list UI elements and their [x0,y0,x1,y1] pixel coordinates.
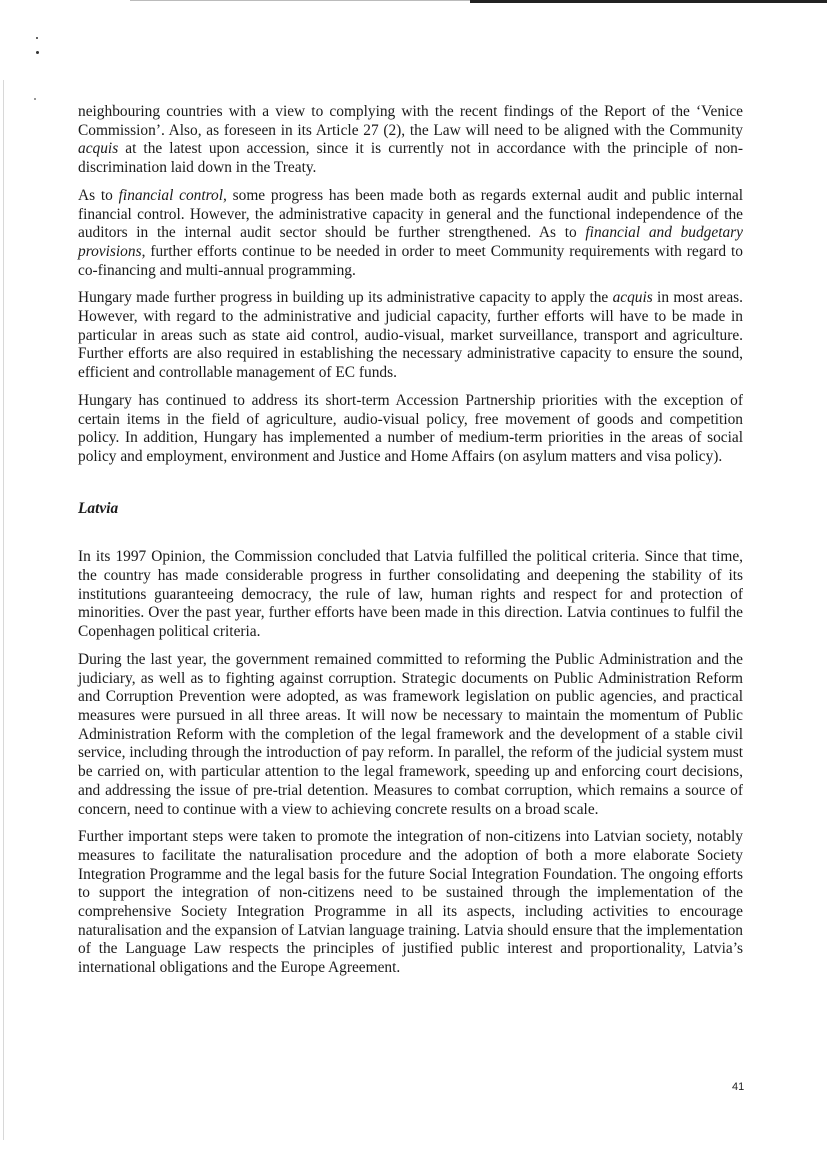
emphasis-acquis: acquis [612,289,653,307]
paragraph-text: in most areas. However, with regard to the administrative and judicial capacity, further efforts will have to be made in particular in areas such as state aid control, audio-visual, market surveillance, transport and agriculture. Further efforts are also required in establishing the necessary administrative capacity to ensure the sound, efficient and controllable management of EC funds. [78,289,743,382]
paragraph-financial-control [78,187,743,281]
document-body [78,103,743,987]
scan-speck [34,98,36,100]
paragraph-latvia-integration: Further important steps were taken to promote the integration of non-citizens into Latvian society, notably measures to facilitate the naturalisation procedure and the adoption of both a more elaborate Society Integration Programme and the legal basis for the future Social Integration Foundation. The ongoing efforts to support the integration of non-citizens need to be sustained through the implementation of the comprehensive Society Integration Programme in all its aspects, including activities to encourage naturalisation and the expansion of Latvian language training. Latvia should ensure that the implementation of the Language Law respects the principles of justified public interest and proportionality, Latvia’s international obligations and the Europe Agreement. [78,828,743,977]
scan-speck [36,37,38,39]
scan-speck [36,51,39,54]
emphasis-financial-control: financial control, [118,186,227,204]
scan-left-edge [3,80,4,1140]
paragraph-text: at the latest upon accession, since it is currently not in accordance with the principle of non-discrimination laid down in the Treaty. [78,140,743,177]
paragraph-text: neighbouring countries with a view to complying with the recent findings of the Report of the ‘Venice Commission’. Also, as foreseen in its Article 27 (2), the Law will need to be aligned with the Community [78,103,743,139]
paragraph-text: Hungary made further progress in building up its administrative capacity to apply the [78,289,613,307]
paragraph-latvia-public-administration: During the last year, the government remained committed to reforming the Public Administration and the judiciary, as well as to fighting against corruption. Strategic documents on Public Administration Reform and Corruption Prevention were adopted, as was framework legislation on public agencies, and practical measures were pursued in all three areas. It will now be necessary to maintain the momentum of Public Administration Reform with the completion of the legal framework and the development of a stable civil service, including through the introduction of pay reform. In parallel, the reform of the judicial system must be carried on, with particular attention to the legal framework, speeding up and enforcing court decisions, and addressing the issue of pre-trial detention. Measures to combat corruption, which remains a source of concern, need to continue with a view to achieving concrete results on a broad scale. [78,650,743,818]
paragraph-text: , further efforts continue to be needed in order to meet Community requirements with regard to co-financing and multi-annual programming. [78,242,743,279]
paragraph-venice-commission [78,103,743,178]
paragraph-text: As to [78,186,119,204]
paragraph-administrative-capacity [78,289,743,383]
emphasis-budgetary-provisions: financial and budgetary provisions [78,224,744,260]
scan-top-edge [470,0,827,3]
scan-top-edge-faint [130,0,470,1]
emphasis-acquis: acquis [78,140,119,158]
section-heading-latvia: Latvia [78,499,119,517]
page-number: 41 [732,1081,745,1093]
paragraph-latvia-political-criteria: In its 1997 Opinion, the Commission concluded that Latvia fulfilled the political criteria. Since that time, the country has made considerable progress in further consolidating and deepening the stability of its institutions guaranteeing democracy, the rule of law, human rights and respect for and protection of minorities. Over the past year, further efforts have been made in this direction. Latvia continues to fulfil the Copenhagen political criteria. [78,548,743,641]
paragraph-text: some progress has been made both as regards external audit and public internal financial control. However, the administrative capacity in general and the functional independence of the auditors in the internal audit sector should be further strengthened. As to [78,186,743,242]
paragraph-accession-partnership: Hungary has continued to address its short-term Accession Partnership priorities with the exception of certain items in the field of agriculture, audio-visual policy, free movement of goods and competition policy. In addition, Hungary has implemented a number of medium-term priorities in the areas of social policy and employment, environment and Justice and Home Affairs (on asylum matters and visa policy). [78,391,743,465]
